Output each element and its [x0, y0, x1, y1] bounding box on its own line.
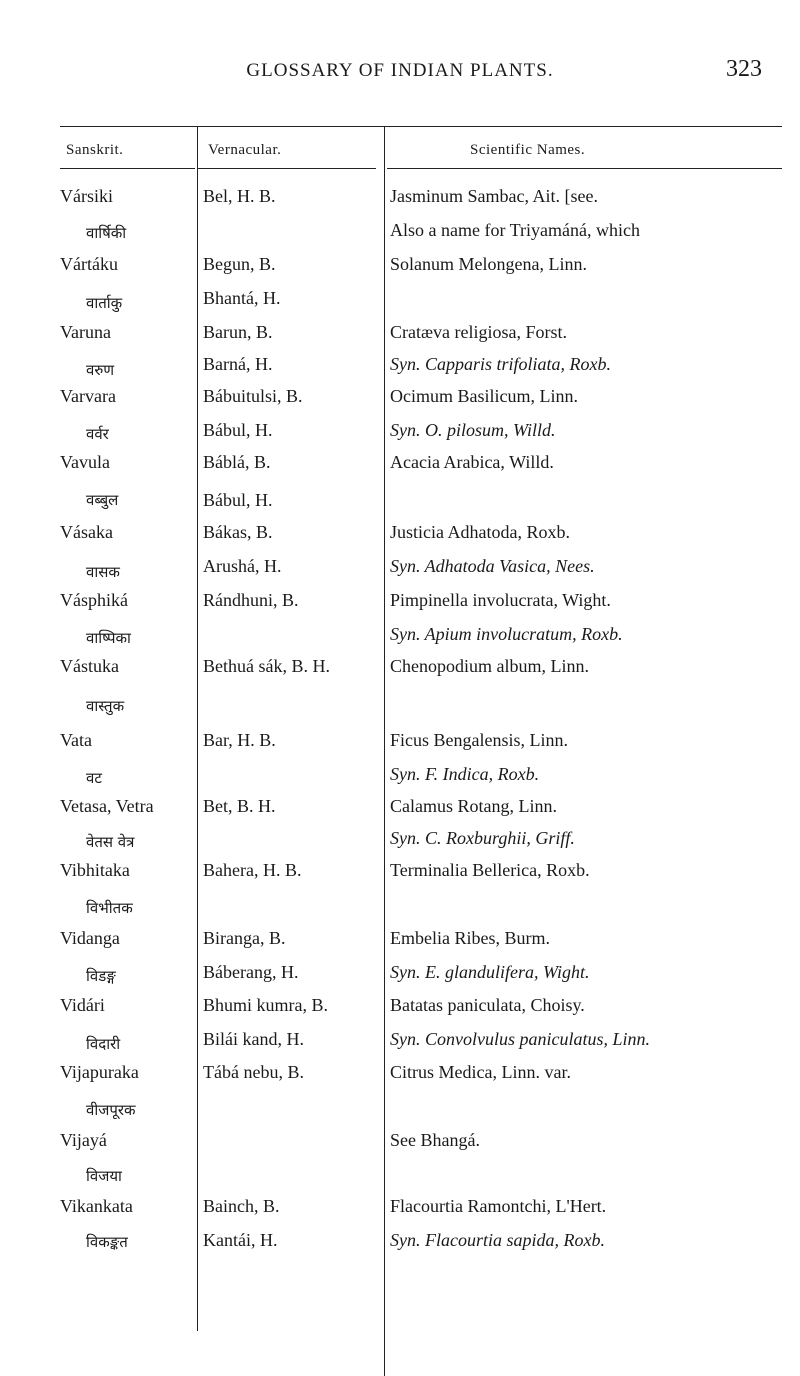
scientific-name: Pimpinella involucrata, Wight.	[390, 590, 611, 610]
scientific-name: Embelia Ribes, Burm.	[390, 928, 550, 948]
vernacular-name: Bilái kand, H.	[203, 1029, 304, 1049]
sanskrit-roman: Vijayá	[60, 1130, 107, 1150]
scientific-synonym: Syn. Capparis trifoliata, Roxb.	[390, 354, 612, 374]
sanskrit-roman: Vetasa, Vetra	[60, 796, 154, 816]
scientific-name: Ocimum Basilicum, Linn.	[390, 386, 578, 406]
vernacular-name: Tábá nebu, B.	[203, 1062, 304, 1082]
header-sanskrit: Sanskrit.	[66, 142, 124, 158]
vernacular-name: Bhantá, H.	[203, 288, 281, 308]
sanskrit-devanagari: वब्बुल	[86, 491, 119, 509]
scientific-name: Acacia Arabica, Willd.	[390, 452, 554, 472]
vernacular-name: Báblá, B.	[203, 452, 271, 472]
scientific-name: Batatas paniculata, Choisy.	[390, 995, 585, 1015]
vernacular-name: Kantái, H.	[203, 1230, 278, 1250]
sanskrit-roman: Vata	[60, 730, 92, 750]
scientific-name: Terminalia Bellerica, Roxb.	[390, 860, 590, 880]
sanskrit-devanagari: वेतस वेत्र	[86, 833, 135, 851]
table-top-rule	[60, 126, 782, 127]
sanskrit-devanagari: वट	[86, 769, 102, 787]
sanskrit-devanagari: वरुण	[86, 361, 115, 379]
vernacular-name: Báberang, H.	[203, 962, 299, 982]
sanskrit-devanagari: विकङ्कत	[86, 1233, 128, 1251]
sanskrit-devanagari: विजया	[86, 1167, 122, 1185]
vernacular-name: Bhumi kumra, B.	[203, 995, 328, 1015]
scientific-synonym: Syn. Adhatoda Vasica, Nees.	[390, 556, 595, 576]
scientific-name: Calamus Rotang, Linn.	[390, 796, 557, 816]
vernacular-name: Rándhuni, B.	[203, 590, 299, 610]
sanskrit-roman: Varuna	[60, 322, 111, 342]
vernacular-name: Bahera, H. B.	[203, 860, 302, 880]
vernacular-name: Bainch, B.	[203, 1196, 280, 1216]
scientific-name: Ficus Bengalensis, Linn.	[390, 730, 568, 750]
vernacular-name: Arushá, H.	[203, 556, 282, 576]
sanskrit-roman: Vikankata	[60, 1196, 133, 1216]
sanskrit-devanagari: वाष्पिका	[86, 629, 131, 647]
page-number: 323	[726, 56, 762, 82]
running-head: GLOSSARY OF INDIAN PLANTS.	[246, 60, 554, 81]
scientific-synonym: Syn. Convolvulus paniculatus, Linn.	[390, 1029, 650, 1049]
sanskrit-roman: Vástuka	[60, 656, 119, 676]
sanskrit-devanagari: विदारी	[86, 1035, 121, 1053]
scientific-name: Jasminum Sambac, Ait. [see.	[390, 186, 598, 206]
scientific-synonym: Syn. E. glandulifera, Wight.	[390, 962, 590, 982]
scientific-name: Cratæva religiosa, Forst.	[390, 322, 567, 342]
sanskrit-roman: Vijapuraka	[60, 1062, 139, 1082]
scientific-name: Flacourtia Ramontchi, L'Hert.	[390, 1196, 607, 1216]
vernacular-name: Bákas, B.	[203, 522, 273, 542]
sanskrit-roman: Vásaka	[60, 522, 113, 542]
sanskrit-devanagari: वार्ताकु	[86, 294, 123, 312]
vernacular-name: Barun, B.	[203, 322, 273, 342]
scientific-name: See Bhangá.	[390, 1130, 480, 1150]
vernacular-name: Bet, B. H.	[203, 796, 276, 816]
sanskrit-roman: Varvara	[60, 386, 116, 406]
sanskrit-roman: Vidanga	[60, 928, 120, 948]
vernacular-name: Begun, B.	[203, 254, 276, 274]
scientific-synonym: Syn. Flacourtia sapida, Roxb.	[390, 1230, 605, 1250]
vernacular-name: Barná, H.	[203, 354, 273, 374]
scientific-synonym: Syn. Apium involucratum, Roxb.	[390, 624, 623, 644]
scientific-name: Citrus Medica, Linn. var.	[390, 1062, 571, 1082]
vernacular-name: Biranga, B.	[203, 928, 286, 948]
scientific-name: Solanum Melongena, Linn.	[390, 254, 587, 274]
scientific-name: Chenopodium album, Linn.	[390, 656, 589, 676]
column-divider-1	[197, 126, 198, 1331]
scientific-synonym: Syn. F. Indica, Roxb.	[390, 764, 540, 784]
scientific-synonym: Syn. C. Roxburghii, Griff.	[390, 828, 575, 848]
sanskrit-devanagari: वासक	[86, 563, 120, 581]
vernacular-name: Bar, H. B.	[203, 730, 276, 750]
sanskrit-roman: Vavula	[60, 452, 110, 472]
header-scientific: Scientific Names.	[470, 142, 586, 158]
sanskrit-roman: Vársiki	[60, 186, 113, 206]
vernacular-name: Bel, H. B.	[203, 186, 276, 206]
sanskrit-devanagari: वास्तुक	[86, 697, 125, 715]
scientific-synonym: Syn. O. pilosum, Willd.	[390, 420, 556, 440]
column-divider-2	[384, 126, 385, 1376]
sanskrit-roman: Vártáku	[60, 254, 118, 274]
header-vernacular: Vernacular.	[208, 142, 282, 158]
sanskrit-devanagari: वीजपूरक	[86, 1101, 136, 1119]
scientific-name: Also a name for Triyamáná, which	[390, 220, 640, 240]
sanskrit-roman: Vásphiká	[60, 590, 128, 610]
vernacular-name: Bábul, H.	[203, 420, 273, 440]
sanskrit-devanagari: वार्षिकी	[86, 224, 127, 242]
sanskrit-roman: Vidári	[60, 995, 105, 1015]
scientific-name: Justicia Adhatoda, Roxb.	[390, 522, 570, 542]
sanskrit-devanagari: विडङ्ग	[86, 967, 116, 985]
sanskrit-devanagari: विभीतक	[86, 899, 133, 917]
vernacular-name: Bábuitulsi, B.	[203, 386, 303, 406]
sanskrit-roman: Vibhitaka	[60, 860, 130, 880]
sanskrit-devanagari: वर्वर	[86, 425, 109, 443]
vernacular-name: Bethuá sák, B. H.	[203, 656, 330, 676]
vernacular-name: Bábul, H.	[203, 490, 273, 510]
